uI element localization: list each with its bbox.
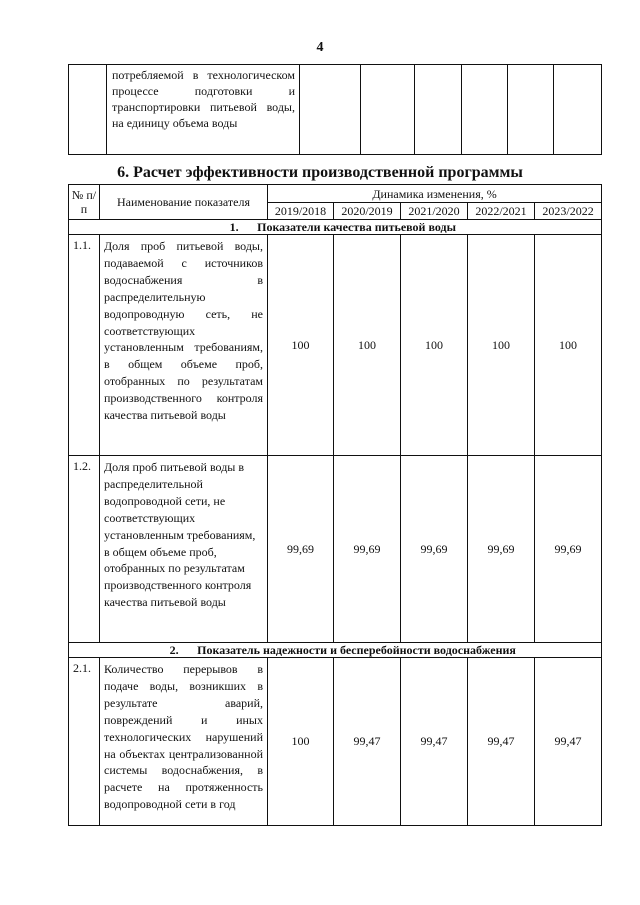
row-value: 99,47 <box>468 658 535 826</box>
row-value: 99,47 <box>334 658 401 826</box>
row-value: 99,69 <box>334 456 401 643</box>
section-heading: Показатель надежности и бесперебойности водоснабжения <box>197 643 516 657</box>
page-number: 4 <box>316 40 324 55</box>
header-year: 2023/2022 <box>535 203 602 220</box>
section-title: 6. Расчет эффективности производственной программы <box>117 164 523 181</box>
row-value: 99,69 <box>535 456 602 643</box>
row-value: 99,69 <box>268 456 334 643</box>
row-number: 1.2. <box>69 456 100 643</box>
row-value: 100 <box>334 235 401 456</box>
section-number: 2. <box>169 643 179 657</box>
row-description: Доля проб питьевой воды в распределительной водопроводной сети, не соответствующих установленным требованиям, в общем объеме проб, отобранных по результатам производственного контроля качества питьевой воды <box>100 456 268 643</box>
row-value: 100 <box>401 235 468 456</box>
row-value: 100 <box>268 235 334 456</box>
row-value: 99,69 <box>401 456 468 643</box>
continuation-row <box>69 65 602 155</box>
header-name: Наименование показателя <box>100 185 268 220</box>
header-dynamics: Динамика изменения, % <box>268 185 602 203</box>
header-row <box>69 185 602 203</box>
table-row <box>69 456 602 643</box>
section-number: 1. <box>229 220 239 234</box>
table-row <box>69 658 602 826</box>
section-heading: Показатели качества питьевой воды <box>257 220 456 234</box>
row-number: 2.1. <box>69 658 100 826</box>
row-description: Количество перерывов в подаче воды, возникших в результате аварий, повреждений и иных технологических нарушений на объектах централизованной системы водоснабжения, в расчете на протяженность водопроводной сети в год <box>100 658 268 826</box>
efficiency-table <box>68 184 602 826</box>
header-year: 2022/2021 <box>468 203 535 220</box>
header-year: 2019/2018 <box>268 203 334 220</box>
header-year: 2021/2020 <box>401 203 468 220</box>
row-value: 100 <box>468 235 535 456</box>
row-value: 99,47 <box>401 658 468 826</box>
row-value: 99,47 <box>535 658 602 826</box>
row-number: 1.1. <box>69 235 100 456</box>
table-row <box>69 235 602 456</box>
header-num: № п/п <box>69 185 100 220</box>
section-row <box>69 643 602 658</box>
row-value: 99,69 <box>468 456 535 643</box>
continuation-table <box>68 64 602 155</box>
continuation-description: потребляемой в технологическом процессе подготовки и транспортировки питьевой воды, на единицу объема воды <box>107 65 300 155</box>
section-row <box>69 220 602 235</box>
row-description: Доля проб питьевой воды, подаваемой с источников водоснабжения в распределительную водопроводную сеть, не соответствующих установленным требованиям, в общем объеме проб, отобранных по результатам производственного контроля качества питьевой воды <box>100 235 268 456</box>
row-value: 100 <box>268 658 334 826</box>
header-year: 2020/2019 <box>334 203 401 220</box>
row-value: 100 <box>535 235 602 456</box>
